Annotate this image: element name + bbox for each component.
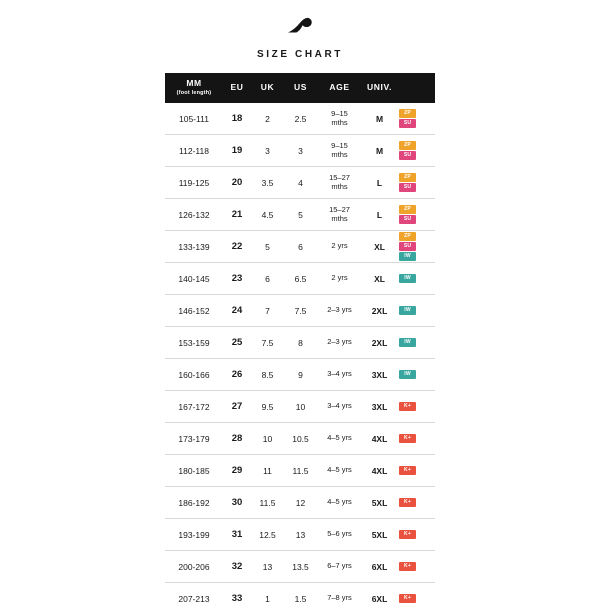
- badge-su: SU: [399, 151, 416, 160]
- cell-mm: 119-125: [165, 167, 223, 199]
- cell-uk: 5: [251, 231, 284, 263]
- cell-eu: 18: [223, 103, 251, 135]
- cell-age: 2 yrs: [317, 263, 362, 295]
- cell-us: 13.5: [284, 551, 317, 583]
- cell-univ: 2XL: [362, 295, 397, 327]
- cell-badges: [397, 551, 435, 583]
- cell-age: 3–4 yrs: [317, 359, 362, 391]
- table-row: [165, 103, 435, 135]
- badge-stack: [397, 402, 435, 411]
- cell-us: 13: [284, 519, 317, 551]
- cell-eu: 22: [223, 231, 251, 263]
- cell-univ: 5XL: [362, 519, 397, 551]
- cell-mm: 186-192: [165, 487, 223, 519]
- cell-eu: 24: [223, 295, 251, 327]
- cell-uk: 7: [251, 295, 284, 327]
- table-row: [165, 455, 435, 487]
- cell-us: 11.5: [284, 455, 317, 487]
- cell-us: 9: [284, 359, 317, 391]
- cell-mm: 160-166: [165, 359, 223, 391]
- cell-mm: 180-185: [165, 455, 223, 487]
- badge-stack: [397, 434, 435, 443]
- cell-uk: 12.5: [251, 519, 284, 551]
- cell-age: 4–5 yrs: [317, 423, 362, 455]
- table-row: [165, 519, 435, 551]
- cell-eu: 21: [223, 199, 251, 231]
- cell-uk: 13: [251, 551, 284, 583]
- badge-stack: [397, 338, 435, 347]
- table-row: [165, 231, 435, 263]
- cell-uk: 2: [251, 103, 284, 135]
- cell-univ: L: [362, 167, 397, 199]
- table-row: [165, 487, 435, 519]
- badge-zp: ZP: [399, 205, 416, 214]
- cell-age: 4–5 yrs: [317, 487, 362, 519]
- badge-su: SU: [399, 215, 416, 224]
- badge-stack: [397, 173, 435, 192]
- cell-badges: [397, 167, 435, 199]
- badge-iw: IW: [399, 370, 416, 379]
- cell-mm: 140-145: [165, 263, 223, 295]
- table-row: [165, 583, 435, 614]
- cell-badges: [397, 423, 435, 455]
- badge-su: SU: [399, 242, 416, 251]
- cell-univ: 6XL: [362, 583, 397, 614]
- column-header-age: AGE: [317, 73, 362, 103]
- cell-uk: 3.5: [251, 167, 284, 199]
- cell-uk: 1: [251, 583, 284, 614]
- page-title: SIZE CHART: [0, 49, 600, 60]
- cell-univ: 4XL: [362, 423, 397, 455]
- badge-stack: [397, 370, 435, 379]
- table-row: [165, 359, 435, 391]
- badge-kplus: K+: [399, 562, 416, 571]
- cell-mm: 105-111: [165, 103, 223, 135]
- cell-eu: 23: [223, 263, 251, 295]
- cell-univ: XL: [362, 231, 397, 263]
- badge-su: SU: [399, 119, 416, 128]
- cell-age: 9–15 mths: [317, 135, 362, 167]
- table-row: [165, 295, 435, 327]
- cell-uk: 4.5: [251, 199, 284, 231]
- table-row: [165, 167, 435, 199]
- cell-us: 4: [284, 167, 317, 199]
- cell-uk: 8.5: [251, 359, 284, 391]
- cell-mm: 193-199: [165, 519, 223, 551]
- cell-age: 2–3 yrs: [317, 327, 362, 359]
- table-row: [165, 327, 435, 359]
- cell-us: 7.5: [284, 295, 317, 327]
- badge-kplus: K+: [399, 594, 416, 603]
- cell-age: 4–5 yrs: [317, 455, 362, 487]
- cell-us: 10: [284, 391, 317, 423]
- cell-badges: [397, 199, 435, 231]
- cell-univ: 6XL: [362, 551, 397, 583]
- badge-zp: ZP: [399, 109, 416, 118]
- cell-eu: 31: [223, 519, 251, 551]
- cell-age: 15–27 mths: [317, 199, 362, 231]
- cell-mm: 112-118: [165, 135, 223, 167]
- brand-logo: [0, 12, 600, 38]
- table-body: [165, 103, 435, 614]
- cell-eu: 25: [223, 327, 251, 359]
- badge-stack: [397, 562, 435, 571]
- cell-mm: 207-213: [165, 583, 223, 614]
- table-row: [165, 199, 435, 231]
- cell-age: 9–15 mths: [317, 103, 362, 135]
- badge-kplus: K+: [399, 466, 416, 475]
- column-header-mm: [165, 73, 223, 103]
- column-header-mm-sub: (foot length): [165, 90, 223, 96]
- cell-uk: 6: [251, 263, 284, 295]
- table-row: [165, 423, 435, 455]
- badge-stack: [397, 306, 435, 315]
- cell-univ: M: [362, 103, 397, 135]
- cell-eu: 20: [223, 167, 251, 199]
- cell-univ: 4XL: [362, 455, 397, 487]
- cell-univ: 2XL: [362, 327, 397, 359]
- cell-badges: [397, 103, 435, 135]
- cell-univ: 3XL: [362, 359, 397, 391]
- cell-us: 6.5: [284, 263, 317, 295]
- cell-eu: 33: [223, 583, 251, 614]
- badge-stack: [397, 594, 435, 603]
- badge-kplus: K+: [399, 498, 416, 507]
- cell-badges: [397, 391, 435, 423]
- column-header-mm-label: MM: [186, 78, 201, 88]
- cell-mm: 146-152: [165, 295, 223, 327]
- column-header-eu: EU: [223, 73, 251, 103]
- cell-age: 15–27 mths: [317, 167, 362, 199]
- badge-stack: [397, 109, 435, 128]
- cell-badges: [397, 135, 435, 167]
- cell-us: 10.5: [284, 423, 317, 455]
- cell-univ: 3XL: [362, 391, 397, 423]
- table-header: [165, 73, 435, 103]
- badge-stack: [397, 232, 435, 261]
- cell-mm: 126-132: [165, 199, 223, 231]
- badge-stack: [397, 466, 435, 475]
- cell-univ: L: [362, 199, 397, 231]
- cell-us: 2.5: [284, 103, 317, 135]
- cell-eu: 26: [223, 359, 251, 391]
- cell-age: 2 yrs: [317, 231, 362, 263]
- cell-univ: 5XL: [362, 487, 397, 519]
- cell-eu: 29: [223, 455, 251, 487]
- badge-stack: [397, 274, 435, 283]
- badge-kplus: K+: [399, 434, 416, 443]
- table-row: [165, 263, 435, 295]
- badge-stack: [397, 205, 435, 224]
- cell-eu: 27: [223, 391, 251, 423]
- cell-uk: 11.5: [251, 487, 284, 519]
- cell-badges: [397, 231, 435, 263]
- cell-age: 7–8 yrs: [317, 583, 362, 614]
- badge-stack: [397, 530, 435, 539]
- cell-univ: XL: [362, 263, 397, 295]
- cell-eu: 19: [223, 135, 251, 167]
- cell-mm: 200-206: [165, 551, 223, 583]
- badge-zp: ZP: [399, 232, 416, 241]
- cell-mm: 133-139: [165, 231, 223, 263]
- cell-us: 12: [284, 487, 317, 519]
- column-header-us: US: [284, 73, 317, 103]
- cell-univ: M: [362, 135, 397, 167]
- table-row: [165, 391, 435, 423]
- cell-mm: 173-179: [165, 423, 223, 455]
- badge-stack: [397, 141, 435, 160]
- brand-logo-icon: [287, 17, 313, 34]
- badge-kplus: K+: [399, 402, 416, 411]
- cell-uk: 9.5: [251, 391, 284, 423]
- cell-us: 6: [284, 231, 317, 263]
- badge-zp: ZP: [399, 173, 416, 182]
- cell-eu: 28: [223, 423, 251, 455]
- cell-uk: 11: [251, 455, 284, 487]
- table-header-row: [165, 73, 435, 103]
- cell-badges: [397, 519, 435, 551]
- cell-uk: 7.5: [251, 327, 284, 359]
- cell-badges: [397, 295, 435, 327]
- badge-kplus: K+: [399, 530, 416, 539]
- cell-uk: 3: [251, 135, 284, 167]
- column-header-univ: UNIV.: [362, 73, 397, 103]
- cell-uk: 10: [251, 423, 284, 455]
- badge-zp: ZP: [399, 141, 416, 150]
- badge-iw: IW: [399, 306, 416, 315]
- cell-badges: [397, 455, 435, 487]
- cell-badges: [397, 327, 435, 359]
- cell-badges: [397, 487, 435, 519]
- cell-eu: 32: [223, 551, 251, 583]
- cell-us: 1.5: [284, 583, 317, 614]
- cell-mm: 153-159: [165, 327, 223, 359]
- table-row: [165, 135, 435, 167]
- cell-badges: [397, 583, 435, 614]
- badge-iw: IW: [399, 338, 416, 347]
- column-header-badges: [397, 73, 435, 103]
- badge-stack: [397, 498, 435, 507]
- cell-age: 3–4 yrs: [317, 391, 362, 423]
- cell-badges: [397, 263, 435, 295]
- cell-us: 5: [284, 199, 317, 231]
- cell-age: 6–7 yrs: [317, 551, 362, 583]
- cell-badges: [397, 359, 435, 391]
- badge-su: SU: [399, 183, 416, 192]
- cell-mm: 167-172: [165, 391, 223, 423]
- column-header-uk: UK: [251, 73, 284, 103]
- cell-us: 8: [284, 327, 317, 359]
- cell-age: 5–6 yrs: [317, 519, 362, 551]
- cell-us: 3: [284, 135, 317, 167]
- size-chart-table-wrap: [165, 73, 435, 614]
- cell-eu: 30: [223, 487, 251, 519]
- cell-age: 2–3 yrs: [317, 295, 362, 327]
- size-chart-table: [165, 73, 435, 614]
- badge-iw: IW: [399, 252, 416, 261]
- table-row: [165, 551, 435, 583]
- badge-iw: IW: [399, 274, 416, 283]
